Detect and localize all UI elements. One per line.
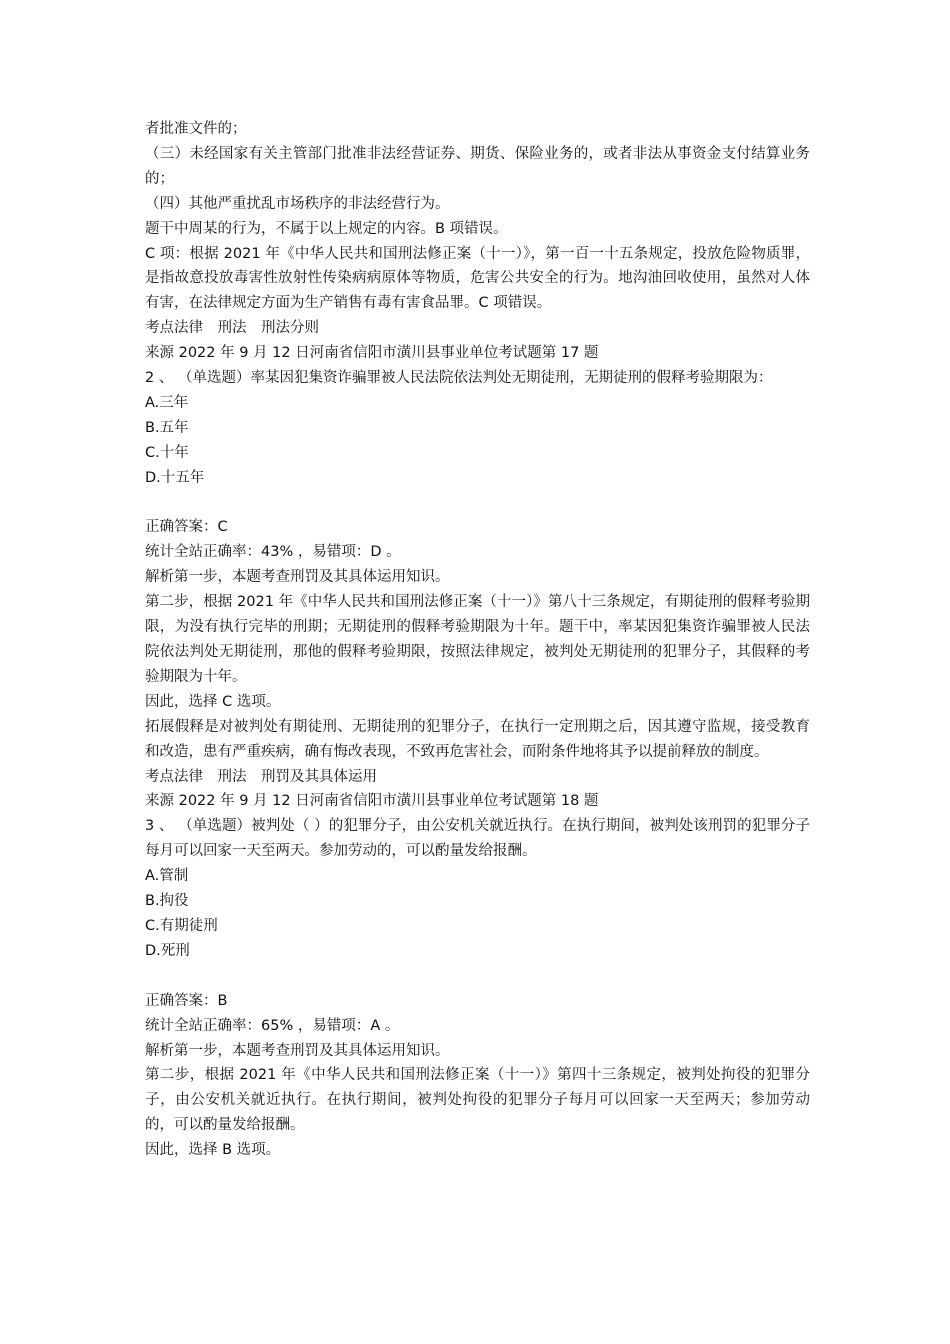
text-line: （三）未经国家有关主管部门批准非法经营证券、期货、保险业务的，或者非法从事资金支付结算业务的；: [145, 145, 810, 187]
source-line: 来源 2022 年 9 月 12 日河南省信阳市潢川县事业单位考试题第 17 题: [145, 345, 599, 362]
analysis-step-1: 解析第一步，本题考查刑罚及其具体运用知识。: [145, 569, 450, 586]
text-line: 者批准文件的；: [145, 121, 247, 137]
accuracy-stats: 统计全站正确率：65% ，易错项：A 。: [145, 1017, 400, 1034]
text-line: C 项：根据 2021 年《中华人民共和国刑法修正案（十一）》，第一百一十五条规定，投放危险物质罪，是指故意投放毒害性放射性传染病病原体等物质，危害公共安全的行为。地沟油回收使用，虽然对人体有害，在法律规定方面为生产销售有毒有害食品罪。C 项错误。: [145, 245, 810, 312]
correct-answer: 正确答案：C: [145, 519, 228, 536]
option-c: C.十年: [145, 444, 189, 461]
question-3-stem: 3 、 （单选题）被判处（ ）的犯罪分子，由公安机关就近执行。在执行期间，被判处该刑罚的犯罪分子每月可以回家一天至两天。参加劳动的，可以酌量发给报酬。: [145, 818, 810, 860]
analysis-step-2: 第二步，根据 2021 年《中华人民共和国刑法修正案（十一）》第四十三条规定，被判处拘役的犯罪分子，由公安机关就近执行。在执行期间，被判处拘役的犯罪分子每月可以回家一天至两天；参加劳动的，可以酌量发给报酬。: [145, 1067, 810, 1134]
option-d: D.死刑: [145, 942, 190, 959]
source-line: 来源 2022 年 9 月 12 日河南省信阳市潢川县事业单位考试题第 18 题: [145, 793, 599, 810]
option-c: C.有期徒刑: [145, 917, 218, 934]
option-a: A.管制: [145, 868, 189, 885]
blank-line: [145, 491, 810, 516]
correct-answer: 正确答案：B: [145, 992, 228, 1009]
document-body: [145, 117, 810, 1163]
conclusion-line: 因此，选择 C 选项。: [145, 693, 281, 710]
text-line: （四）其他严重扰乱市场秩序的非法经营行为。: [145, 195, 450, 212]
topic-line: 考点法律 刑法 刑罚及其具体运用: [145, 768, 377, 785]
analysis-step-1: 解析第一步，本题考查刑罚及其具体运用知识。: [145, 1042, 450, 1059]
question-2-stem: 2 、 （单选题）率某因犯集资诈骗罪被人民法院依法判处无期徒刑，无期徒刑的假释考验期限为：: [145, 370, 773, 387]
option-b: B.五年: [145, 419, 189, 436]
option-d: D.十五年: [145, 469, 205, 486]
text-line: 题干中周某的行为，不属于以上规定的内容。B 项错误。: [145, 220, 508, 237]
topic-line: 考点法律 刑法 刑法分则: [145, 320, 319, 337]
option-b: B.拘役: [145, 893, 189, 910]
accuracy-stats: 统计全站正确率：43% ，易错项：D 。: [145, 544, 401, 561]
conclusion-line: 因此，选择 B 选项。: [145, 1142, 281, 1159]
option-a: A.三年: [145, 394, 189, 411]
blank-line: [145, 964, 810, 989]
extension-note: 拓展假释是对被判处有期徒刑、无期徒刑的犯罪分子，在执行一定刑期之后，因其遵守监规，接受教育和改造，患有严重疾病，确有悔改表现，不致再危害社会，而附条件地将其予以提前释放的制度。: [145, 718, 810, 760]
analysis-step-2: 第二步，根据 2021 年《中华人民共和国刑法修正案（十一）》第八十三条规定，有期徒刑的假释考验期限，为没有执行完毕的刑期；无期徒刑的假释考验期限为十年。题干中，率某因犯集资诈骗罪被人民法院依法判处无期徒刑，那他的假释考验期限，按照法律规定，被判处无期徒刑的犯罪分子，其假释的考验期限为十年。: [145, 594, 810, 685]
